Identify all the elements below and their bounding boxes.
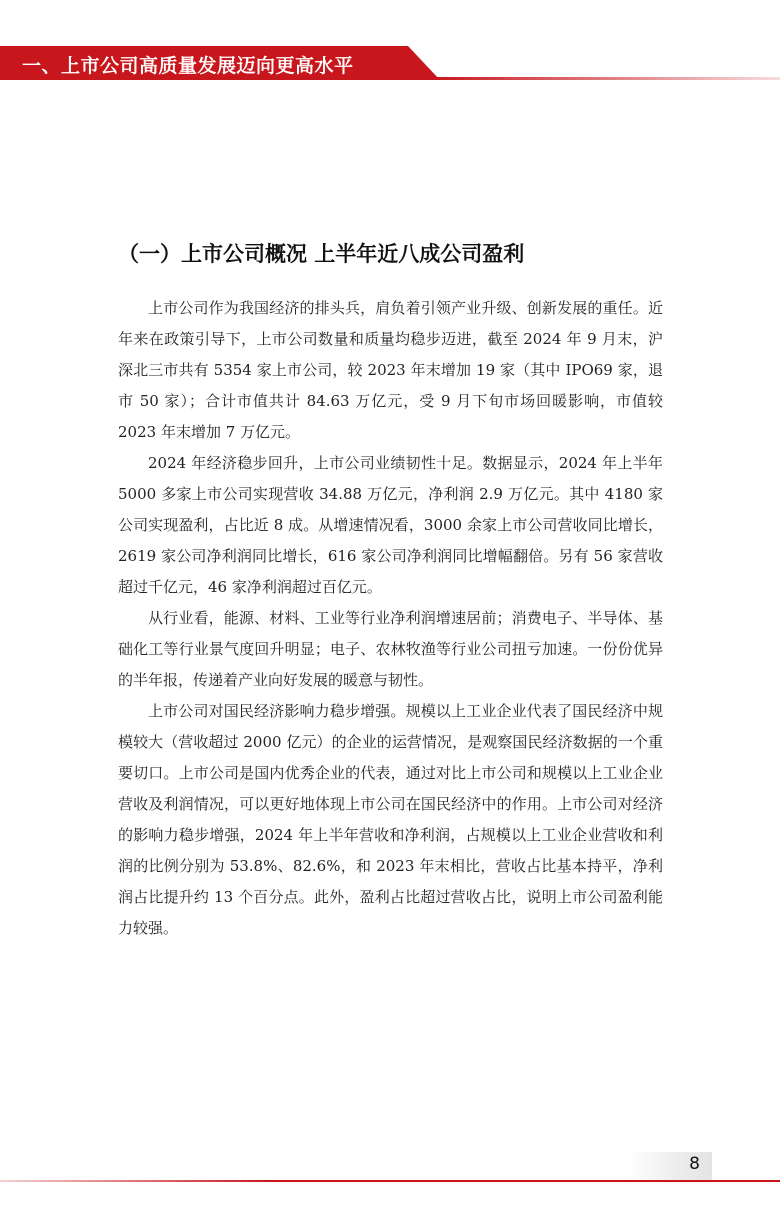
paragraph: 上市公司作为我国经济的排头兵，肩负着引领产业升级、创新发展的重任。近年来在政策引导下，上市公司数量和质量均稳步迈进，截至 2024 年 9 月末，沪深北三市共有 5354 家上市公司，较 2023 年末增加 19 家（其中 IPO69 家，退市 50 家）；合计市值共计 84.63 万亿元，受 9 月下旬市场回暖影响，市值较 2023 年末增加 7 万亿元。 xyxy=(118,299,663,441)
chapter-header xyxy=(0,46,780,82)
paragraph: 上市公司对国民经济影响力稳步增强。规模以上工业企业代表了国民经济中规模较大（营收超过 2000 亿元）的企业的运营情况，是观察国民经济数据的一个重要切口。上市公司是国内优秀企业的代表，通过对比上市公司和规模以上工业企业营收及利润情况，可以更好地体现上市公司在国民经济中的作用。上市公司对经济的影响力稳步增强，2024 年上半年营收和净利润，占规模以上工业企业营收和利润的比例分别为 53.8%、82.6%，和 2023 年末相比，营收占比基本持平，净利润占比提升约 13 个百分点。此外，盈利占比超过营收占比，说明上市公司盈利能力较强。 xyxy=(118,702,663,937)
paragraph: 2024 年经济稳步回升，上市公司业绩韧性十足。数据显示，2024 年上半年 5000 多家上市公司实现营收 34.88 万亿元，净利润 2.9 万亿元。其中 4180 家公司实现盈利，占比近 8 成。从增速情况看，3000 余家上市公司营收同比增长，2619 家公司净利润同比增长，616 家公司净利润同比增幅翻倍。另有 56 家营收超过千亿元，46 家净利润超过百亿元。 xyxy=(118,454,663,596)
footer-rule xyxy=(0,1180,780,1182)
page-number: 8 xyxy=(689,1154,700,1174)
chapter-title: 一、上市公司高质量发展迈向更高水平 xyxy=(22,55,354,77)
section-title: （一）上市公司概况 上半年近八成公司盈利 xyxy=(118,242,525,266)
paragraph: 从行业看，能源、材料、工业等行业净利润增速居前；消费电子、半导体、基础化工等行业景气度回升明显；电子、农林牧渔等行业公司扭亏加速。一份份优异的半年报，传递着产业向好发展的暖意与韧性。 xyxy=(118,609,663,689)
page-footer xyxy=(0,1150,780,1190)
page-number-box xyxy=(628,1152,712,1180)
body-text xyxy=(118,293,663,944)
